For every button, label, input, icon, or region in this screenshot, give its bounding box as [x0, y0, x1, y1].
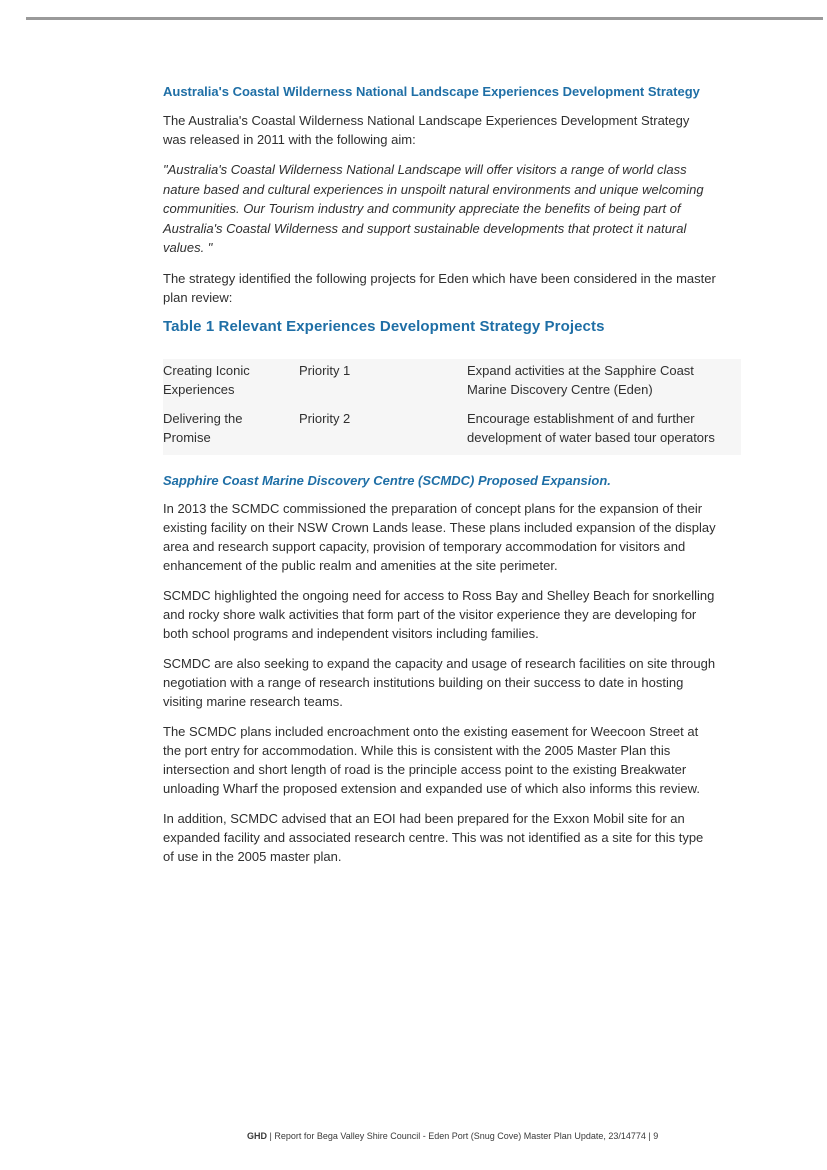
text-line: enhancement of the public realm and amenities at the site perimeter.	[163, 557, 558, 573]
text-line: visiting marine research teams.	[163, 693, 343, 709]
text-line: the port entry for accommodation. While this is consistent with the 2005 Master Plan this	[163, 742, 671, 758]
page-content	[163, 84, 743, 877]
paragraph-easement	[163, 722, 743, 798]
text-line: area and research support capacity, provision of temporary accommodation for visitors and	[163, 538, 686, 554]
cell-text: development of water based tour operators	[467, 430, 715, 445]
paragraph-access	[163, 586, 743, 643]
strategy-line-2: plan review:	[163, 289, 233, 305]
cell-text: Encourage establishment of and further	[467, 410, 695, 426]
quote-line: communities. Our Tourism industry and community appreciate the benefits of being part of	[163, 201, 681, 216]
intro-line-1: The Australia's Coastal Wilderness National Landscape Experiences Development Strategy	[163, 113, 690, 128]
text-line: and rocky shore walk activities that form part of the visitor experience they are developing for	[163, 606, 697, 622]
paragraph-research	[163, 654, 743, 711]
text-line: SCMDC highlighted the ongoing need for access to Ross Bay and Shelley Beach for snorkelling	[163, 587, 715, 603]
text-line: negotiation with a range of research institutions building on their success to date in hosting	[163, 674, 684, 690]
intro-line-2: was released in 2011 with the following aim:	[163, 132, 416, 147]
cell-text: Promise	[163, 430, 211, 445]
quote-line: values. "	[163, 240, 213, 255]
table-cell-priority: Priority 2	[299, 410, 351, 426]
page-footer	[247, 1131, 658, 1141]
text-line: SCMDC are also seeking to expand the capacity and usage of research facilities on site through	[163, 655, 716, 671]
table-row	[163, 407, 741, 455]
section-heading-strategy: Australia's Coastal Wilderness National Landscape Experiences Development Strategy	[163, 84, 700, 99]
table-cell-theme	[163, 359, 299, 407]
cell-text: Expand activities at the Sapphire Coast	[467, 362, 694, 378]
strategy-line-1: The strategy identified the following projects for Eden which have been considered in the master	[163, 270, 716, 286]
top-rule	[26, 17, 823, 20]
aim-quote	[163, 160, 743, 258]
table-row	[163, 359, 741, 407]
footer-org: GHD	[247, 1131, 267, 1141]
text-line: of use in the 2005 master plan.	[163, 848, 342, 864]
text-line: In 2013 the SCMDC commissioned the preparation of concept plans for the expansion of their	[163, 500, 703, 516]
text-line: both school programs and independent visitors including families.	[163, 625, 539, 641]
intro-paragraph	[163, 111, 743, 149]
cell-text: Delivering the	[163, 410, 243, 426]
section-heading-scmdc: Sapphire Coast Marine Discovery Centre (SCMDC) Proposed Expansion.	[163, 472, 611, 488]
cell-text: Creating Iconic	[163, 362, 250, 378]
text-line: unloading Wharf the proposed extension and expanded use of which also informs this review.	[163, 780, 700, 796]
text-line: existing facility on their NSW Crown Lands lease. These plans included expansion of the display	[163, 519, 716, 535]
text-line: In addition, SCMDC advised that an EOI had been prepared for the Exxon Mobil site for an	[163, 810, 685, 826]
table-title: Table 1 Relevant Experiences Development Strategy Projects	[163, 317, 605, 335]
paragraph-eoi	[163, 809, 743, 866]
cell-text: Marine Discovery Centre (Eden)	[467, 382, 653, 397]
quote-line: Australia's Coastal Wilderness and support sustainable developments that protect it natural	[163, 220, 687, 236]
quote-line: nature based and cultural experiences in unspoilt natural environments and unique welcoming	[163, 181, 704, 197]
cell-text: Experiences	[163, 382, 235, 397]
text-line: intersection and short length of road is the principle access point to the existing Breakwater	[163, 761, 687, 777]
paragraph-concept-plans	[163, 499, 743, 575]
footer-text: | Report for Bega Valley Shire Council - Eden Port (Snug Cove) Master Plan Update, 23/14774 | 9	[267, 1131, 659, 1141]
projects-table	[163, 359, 741, 455]
text-line: The SCMDC plans included encroachment onto the existing easement for Weecoon Street at	[163, 723, 699, 739]
table-cell-theme	[163, 407, 299, 455]
text-line: expanded facility and associated research centre. This was not identified as a site for this type	[163, 829, 704, 845]
table-cell-project	[467, 407, 741, 455]
table-cell-priority: Priority 1	[299, 362, 351, 378]
quote-line: "Australia's Coastal Wilderness National Landscape will offer visitors a range of world class	[163, 162, 687, 177]
strategy-paragraph	[163, 269, 743, 307]
table-cell-project	[467, 359, 741, 407]
